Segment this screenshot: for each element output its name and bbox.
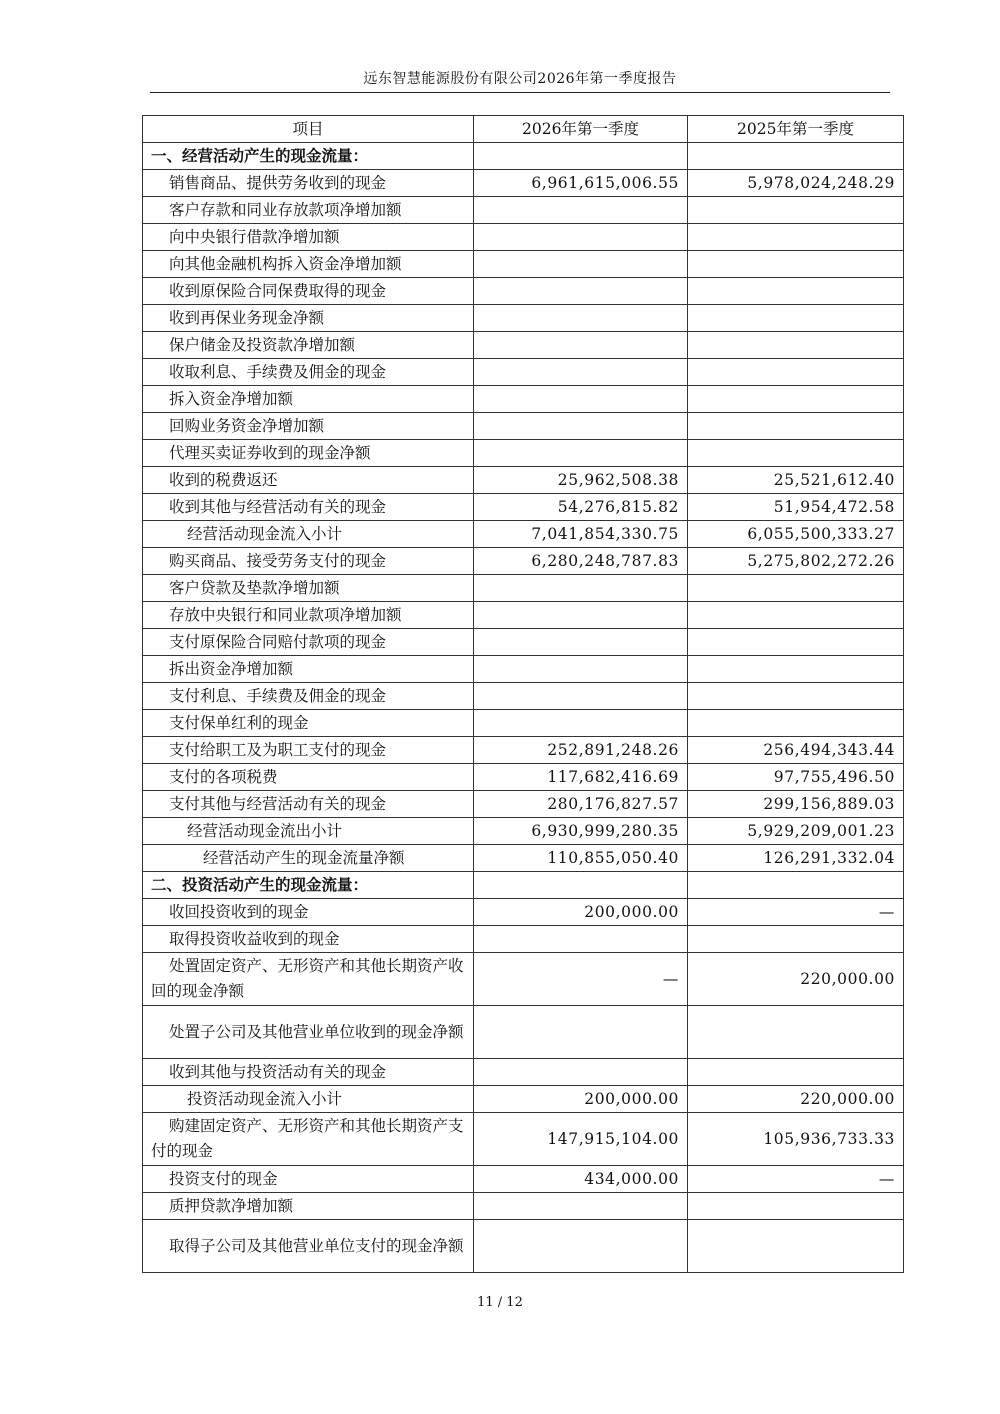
table-row <box>143 278 904 305</box>
row-label: 购买商品、接受劳务支付的现金 <box>143 548 474 575</box>
value-previous: 5,929,209,001.23 <box>688 818 904 845</box>
value-current: 252,891,248.26 <box>474 737 688 764</box>
value-current <box>474 332 688 359</box>
table-row <box>143 791 904 818</box>
subtotal-row <box>143 521 904 548</box>
row-label: 处置子公司及其他营业单位收到的现金净额 <box>143 1006 474 1059</box>
value-current: 200,000.00 <box>474 899 688 926</box>
value-current <box>474 440 688 467</box>
value-previous <box>688 332 904 359</box>
value-previous: 5,978,024,248.29 <box>688 170 904 197</box>
table-row <box>143 467 904 494</box>
section-header-row <box>143 143 904 170</box>
table-row <box>143 1006 904 1059</box>
row-label: 客户贷款及垫款净增加额 <box>143 575 474 602</box>
value-previous: 5,275,802,272.26 <box>688 548 904 575</box>
table-row <box>143 413 904 440</box>
value-current: 6,930,999,280.35 <box>474 818 688 845</box>
value-current: 6,280,248,787.83 <box>474 548 688 575</box>
value-previous: 25,521,612.40 <box>688 467 904 494</box>
table-row <box>143 197 904 224</box>
value-previous <box>688 683 904 710</box>
row-label: 保户储金及投资款净增加额 <box>143 332 474 359</box>
table-row <box>143 1220 904 1273</box>
row-label: 支付原保险合同赔付款项的现金 <box>143 629 474 656</box>
value-current <box>474 926 688 953</box>
report-header-title: 远东智慧能源股份有限公司2026年第一季度报告 <box>363 71 677 87</box>
cash-flow-table <box>142 115 904 1273</box>
table-row <box>143 575 904 602</box>
value-current: 6,961,615,006.55 <box>474 170 688 197</box>
value-previous: 256,494,343.44 <box>688 737 904 764</box>
row-label: 经营活动产生的现金流量净额 <box>143 845 474 872</box>
value-current <box>474 872 688 899</box>
table-row <box>143 494 904 521</box>
row-label: 回购业务资金净增加额 <box>143 413 474 440</box>
value-current: 110,855,050.40 <box>474 845 688 872</box>
row-label: 拆入资金净增加额 <box>143 386 474 413</box>
row-label: 代理买卖证券收到的现金净额 <box>143 440 474 467</box>
row-label: 投资活动现金流入小计 <box>143 1086 474 1113</box>
value-previous: 105,936,733.33 <box>688 1113 904 1166</box>
value-current <box>474 683 688 710</box>
row-label: 向中央银行借款净增加额 <box>143 224 474 251</box>
row-label: 收到其他与投资活动有关的现金 <box>143 1059 474 1086</box>
row-label: 收回投资收到的现金 <box>143 899 474 926</box>
value-previous: 220,000.00 <box>688 953 904 1006</box>
table-row <box>143 629 904 656</box>
value-previous <box>688 656 904 683</box>
value-current: 54,276,815.82 <box>474 494 688 521</box>
value-current <box>474 1006 688 1059</box>
value-previous <box>688 305 904 332</box>
row-label: 支付保单红利的现金 <box>143 710 474 737</box>
row-label: 支付其他与经营活动有关的现金 <box>143 791 474 818</box>
value-previous <box>688 629 904 656</box>
row-label: 收到的税费返还 <box>143 467 474 494</box>
table-row <box>143 386 904 413</box>
page-number: 11 / 12 <box>477 1295 523 1310</box>
row-label: 取得投资收益收到的现金 <box>143 926 474 953</box>
value-previous: — <box>688 899 904 926</box>
value-current <box>474 251 688 278</box>
subtotal-row <box>143 1086 904 1113</box>
value-current <box>474 710 688 737</box>
table-row <box>143 737 904 764</box>
subtotal-row <box>143 818 904 845</box>
row-label: 经营活动现金流入小计 <box>143 521 474 548</box>
table-row <box>143 170 904 197</box>
table-row <box>143 953 904 1006</box>
value-current <box>474 1059 688 1086</box>
column-header-item: 项目 <box>143 116 474 143</box>
row-label: 处置固定资产、无形资产和其他长期资产收回的现金净额 <box>143 953 474 1006</box>
value-previous: 220,000.00 <box>688 1086 904 1113</box>
header-divider <box>150 92 890 93</box>
row-label: 向其他金融机构拆入资金净增加额 <box>143 251 474 278</box>
row-label: 支付利息、手续费及佣金的现金 <box>143 683 474 710</box>
value-current <box>474 1220 688 1273</box>
value-current <box>474 278 688 305</box>
row-label: 购建固定资产、无形资产和其他长期资产支付的现金 <box>143 1113 474 1166</box>
value-previous <box>688 278 904 305</box>
row-label: 客户存款和同业存放款项净增加额 <box>143 197 474 224</box>
table-row <box>143 305 904 332</box>
value-current: 200,000.00 <box>474 1086 688 1113</box>
value-previous <box>688 359 904 386</box>
value-current: 7,041,854,330.75 <box>474 521 688 548</box>
table-row <box>143 1113 904 1166</box>
row-label: 销售商品、提供劳务收到的现金 <box>143 170 474 197</box>
row-label: 质押贷款净增加额 <box>143 1193 474 1220</box>
table-row <box>143 926 904 953</box>
table-row <box>143 1059 904 1086</box>
row-label: 支付的各项税费 <box>143 764 474 791</box>
table-row <box>143 251 904 278</box>
value-current <box>474 413 688 440</box>
value-previous <box>688 440 904 467</box>
value-current: 434,000.00 <box>474 1166 688 1193</box>
table-row <box>143 683 904 710</box>
value-previous <box>688 224 904 251</box>
value-current <box>474 143 688 170</box>
value-current <box>474 386 688 413</box>
value-current: 117,682,416.69 <box>474 764 688 791</box>
value-previous <box>688 710 904 737</box>
value-previous <box>688 872 904 899</box>
value-previous <box>688 386 904 413</box>
row-label: 收到其他与经营活动有关的现金 <box>143 494 474 521</box>
net-total-row <box>143 845 904 872</box>
value-current <box>474 575 688 602</box>
table-header-row <box>143 116 904 143</box>
section-header-row <box>143 872 904 899</box>
row-label: 收到再保业务现金净额 <box>143 305 474 332</box>
row-label: 经营活动现金流出小计 <box>143 818 474 845</box>
value-previous <box>688 197 904 224</box>
value-current <box>474 1193 688 1220</box>
row-label: 收取利息、手续费及佣金的现金 <box>143 359 474 386</box>
value-current <box>474 359 688 386</box>
column-header-previous-quarter: 2025年第一季度 <box>688 116 904 143</box>
table-row <box>143 899 904 926</box>
row-label: 一、经营活动产生的现金流量： <box>143 143 474 170</box>
table-row <box>143 764 904 791</box>
table-row <box>143 359 904 386</box>
value-previous: 6,055,500,333.27 <box>688 521 904 548</box>
row-label: 收到原保险合同保费取得的现金 <box>143 278 474 305</box>
value-current <box>474 224 688 251</box>
table-row <box>143 1193 904 1220</box>
column-header-current-quarter: 2026年第一季度 <box>474 116 688 143</box>
value-previous <box>688 602 904 629</box>
value-previous <box>688 413 904 440</box>
value-previous: 299,156,889.03 <box>688 791 904 818</box>
row-label: 取得子公司及其他营业单位支付的现金净额 <box>143 1220 474 1273</box>
table-row <box>143 656 904 683</box>
value-previous <box>688 1193 904 1220</box>
value-previous <box>688 143 904 170</box>
table-row <box>143 710 904 737</box>
row-label: 投资支付的现金 <box>143 1166 474 1193</box>
value-current: 25,962,508.38 <box>474 467 688 494</box>
table-row <box>143 602 904 629</box>
table-row <box>143 1166 904 1193</box>
value-current <box>474 197 688 224</box>
value-current <box>474 629 688 656</box>
table-row <box>143 332 904 359</box>
value-current: 147,915,104.00 <box>474 1113 688 1166</box>
table-row <box>143 224 904 251</box>
value-current <box>474 602 688 629</box>
value-current <box>474 656 688 683</box>
row-label: 拆出资金净增加额 <box>143 656 474 683</box>
table-row <box>143 548 904 575</box>
value-previous: 51,954,472.58 <box>688 494 904 521</box>
value-previous: 97,755,496.50 <box>688 764 904 791</box>
value-previous <box>688 1220 904 1273</box>
value-current: — <box>474 953 688 1006</box>
value-previous: 126,291,332.04 <box>688 845 904 872</box>
row-label: 支付给职工及为职工支付的现金 <box>143 737 474 764</box>
value-current <box>474 305 688 332</box>
value-previous <box>688 1006 904 1059</box>
value-previous <box>688 926 904 953</box>
table-row <box>143 440 904 467</box>
value-previous <box>688 575 904 602</box>
row-label: 二、投资活动产生的现金流量： <box>143 872 474 899</box>
value-previous <box>688 1059 904 1086</box>
value-previous <box>688 251 904 278</box>
row-label: 存放中央银行和同业款项净增加额 <box>143 602 474 629</box>
value-previous: — <box>688 1166 904 1193</box>
value-current: 280,176,827.57 <box>474 791 688 818</box>
